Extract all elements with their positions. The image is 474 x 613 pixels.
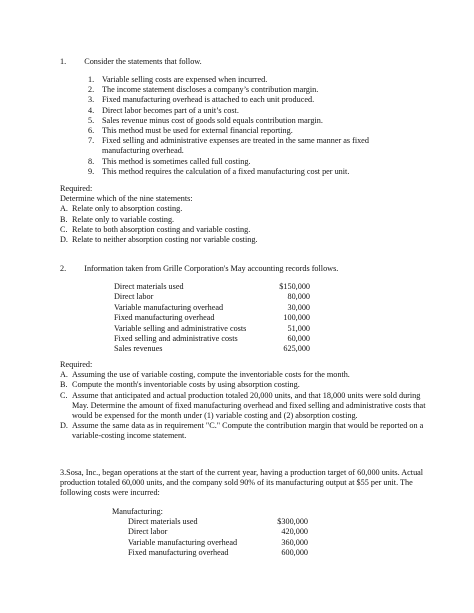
table-row: Variable manufacturing overhead 30,000	[114, 302, 310, 312]
list-item: 3. Fixed manufacturing overhead is attached to each unit produced.	[88, 95, 315, 105]
table-row: Variable selling and administrative costs 51,000	[114, 323, 310, 333]
list-item: 7. Fixed selling and administrative expenses are treated in the same manner as fixed manufacturing overhead.	[88, 136, 369, 156]
cost-table	[114, 282, 310, 355]
question-intro: Consider the statements that follow.	[84, 57, 202, 66]
list-item: 6. This method must be used for external financial reporting.	[88, 126, 293, 136]
manufacturing-label: Manufacturing:	[112, 507, 163, 516]
list-item: 9. This method requires the calculation of a fixed manufacturing cost per unit.	[88, 166, 350, 176]
list-item: 4. Direct labor becomes part of a unit’s cost.	[88, 105, 239, 115]
table-row: Direct materials used $300,000	[128, 517, 308, 527]
list-item: D. Relate to neither absorption costing nor variable costing.	[60, 235, 258, 245]
list-item: C. Assume that anticipated and actual production totaled 20,000 units, and that 18,000 units were sold during May. Determine the amount of fixed manufacturing overhead and fixed selling and administrative costs that would be expensed for the month under (1) variable costing and (2) absorption costing.	[60, 390, 426, 421]
question-number: 2.	[60, 264, 67, 273]
list-item: 8. This method is sometimes called full costing.	[88, 156, 251, 166]
list-item: 2. The income statement discloses a company’s contribution margin.	[88, 85, 319, 95]
question-1-header	[60, 57, 202, 67]
table-row: Fixed manufacturing overhead 100,000	[114, 313, 310, 323]
table-row: Direct labor 420,000	[128, 527, 308, 537]
question-intro: Information taken from Grille Corporation's May accounting records follows.	[84, 264, 339, 273]
table-row: Direct materials used $150,000	[114, 282, 310, 292]
list-item: 5. Sales revenue minus cost of goods sold equals contribution margin.	[88, 115, 323, 125]
required-intro: Determine which of the nine statements:	[60, 194, 193, 204]
question-3-text: 3.Sosa, Inc., began operations at the start of the current year, having a production target of 60,000 units. Actual production totaled 60,000 units, and the company sold 90% of its manufacturing output at $55 per unit. The following costs were incurred:	[60, 468, 424, 498]
list-item: A. Relate only to absorption costing.	[60, 204, 183, 214]
list-item: C. Relate to both absorption costing and variable costing.	[60, 224, 251, 234]
list-item: D. Assume the same data as in requirement "C." Compute the contribution margin that would be reported on a variable-costing income statement.	[60, 421, 424, 441]
statement-list	[88, 75, 418, 177]
list-item: B. Relate only to variable costing.	[60, 214, 175, 224]
manufacturing-cost-table	[128, 517, 308, 559]
question-2-required	[60, 360, 436, 442]
required-label: Required:	[60, 360, 93, 369]
table-row: Direct labor 80,000	[114, 292, 310, 302]
table-row: Fixed manufacturing overhead 600,000	[128, 548, 308, 558]
table-row: Fixed selling and administrative costs 60,000	[114, 334, 310, 344]
table-row: Variable manufacturing overhead 360,000	[128, 537, 308, 547]
list-item: A. Assuming the use of variable costing, compute the inventoriable costs for the month.	[60, 370, 350, 380]
list-item: 1. Variable selling costs are expensed when incurred.	[88, 75, 268, 84]
list-item: B. Compute the month's inventoriable costs by using absorption costing.	[60, 380, 300, 390]
question-number: 1.	[60, 57, 67, 66]
question-2-header	[60, 264, 338, 274]
question-1-required	[60, 184, 440, 245]
required-label: Required:	[60, 184, 93, 193]
table-row: Sales revenues 625,000	[114, 344, 310, 354]
